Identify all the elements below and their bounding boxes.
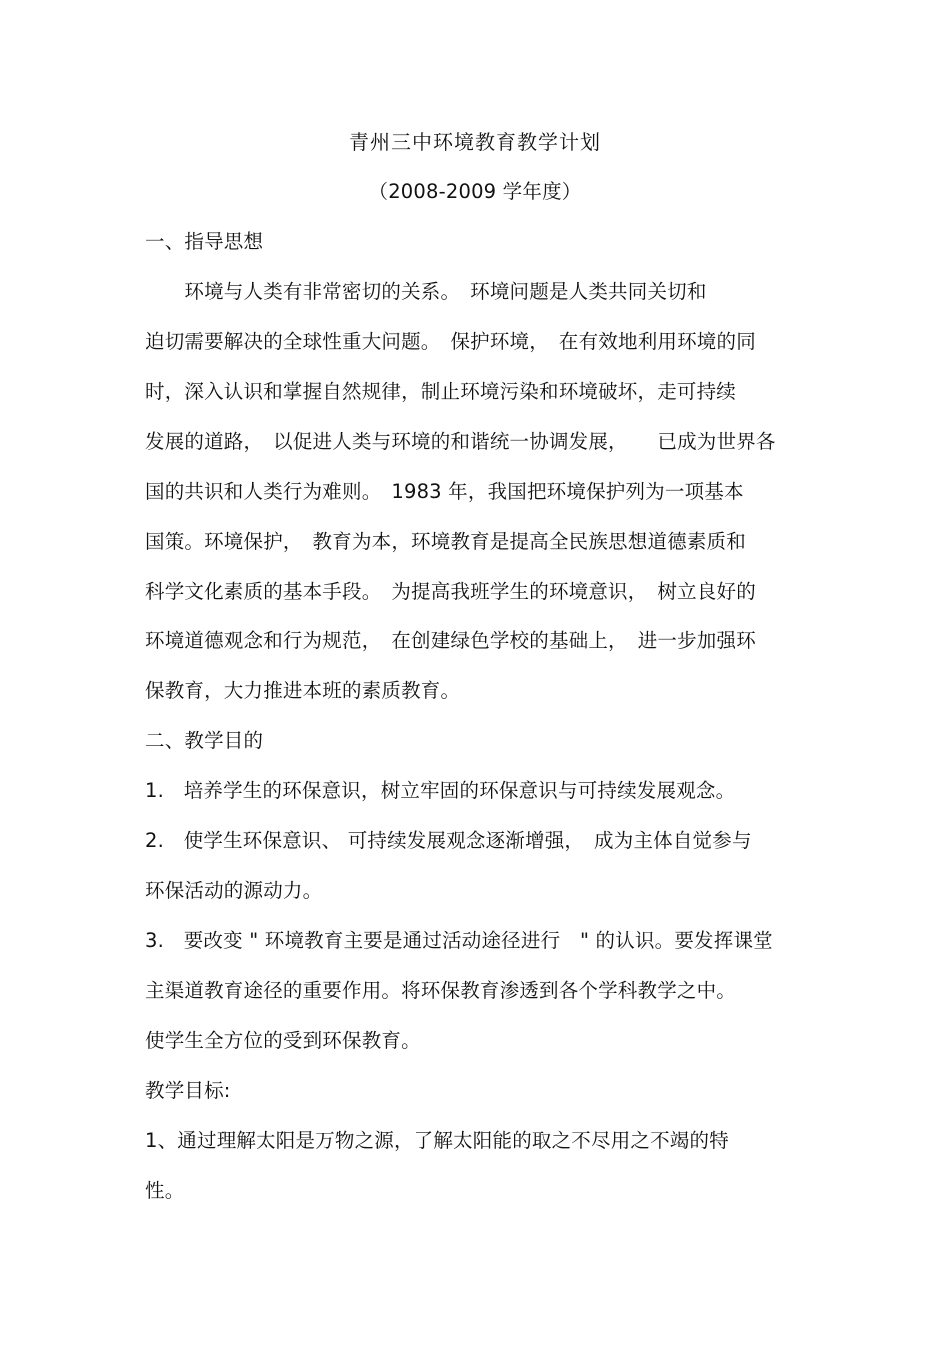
paragraph-line: 保教育，大力推进本班的素质教育。 [145, 679, 461, 702]
paragraph-line: 时，深入认识和掌握自然规律，制止环境污染和环境破坏，走可持续 [145, 380, 737, 403]
paragraph-line: 科学文化素质的基本手段。 为提高我班学生的环境意识， 树立良好的 [145, 580, 756, 603]
list-item-continuation: 主渠道教育途径的重要作用。将环保教育渗透到各个学科教学之中。 [145, 979, 737, 1002]
list-item: 3. 要改变 " 环境教育主要是通过活动途径进行 " 的认识。要发挥课堂 [145, 929, 773, 952]
document-title: 青州三中环境教育教学计划 [349, 130, 601, 154]
paragraph-line: 发展的道路， 以促进人类与环境的和谐统一协调发展， 已成为世界各 [145, 430, 776, 453]
list-item-continuation: 使学生全方位的受到环保教育。 [145, 1029, 421, 1052]
list-item: 2. 使学生环保意识、 可持续发展观念逐渐增强， 成为主体自觉参与 [145, 829, 752, 852]
paragraph-line: 国的共识和人类行为难则。 1983 年，我国把环境保护列为一项基本 [145, 480, 744, 503]
list-item: 1、通过理解太阳是万物之源，了解太阳能的取之不尽用之不竭的特 [145, 1129, 729, 1152]
list-item: 1. 培养学生的环保意识，树立牢固的环保意识与可持续发展观念。 [145, 779, 736, 802]
paragraph-line: 环境与人类有非常密切的关系。 环境问题是人类共同关切和 [145, 280, 707, 303]
list-item-continuation: 性。 [145, 1179, 185, 1202]
list-item-continuation: 环保活动的源动力。 [145, 879, 323, 902]
document-subtitle: （2008-2009 学年度） [368, 180, 582, 203]
paragraph-line: 环境道德观念和行为规范， 在创建绿色学校的基础上， 进一步加强环 [145, 629, 756, 652]
paragraph-line: 国策。环境保护， 教育为本，环境教育是提高全民族思想道德素质和 [145, 530, 746, 553]
section-heading-teaching-purpose: 二、教学目的 [145, 729, 264, 752]
section-heading-teaching-goals: 教学目标: [145, 1079, 231, 1102]
paragraph-line: 迫切需要解决的全球性重大问题。 保护环境， 在有效地利用环境的同 [145, 330, 756, 353]
section-heading-guiding-thought: 一、指导思想 [145, 230, 264, 253]
